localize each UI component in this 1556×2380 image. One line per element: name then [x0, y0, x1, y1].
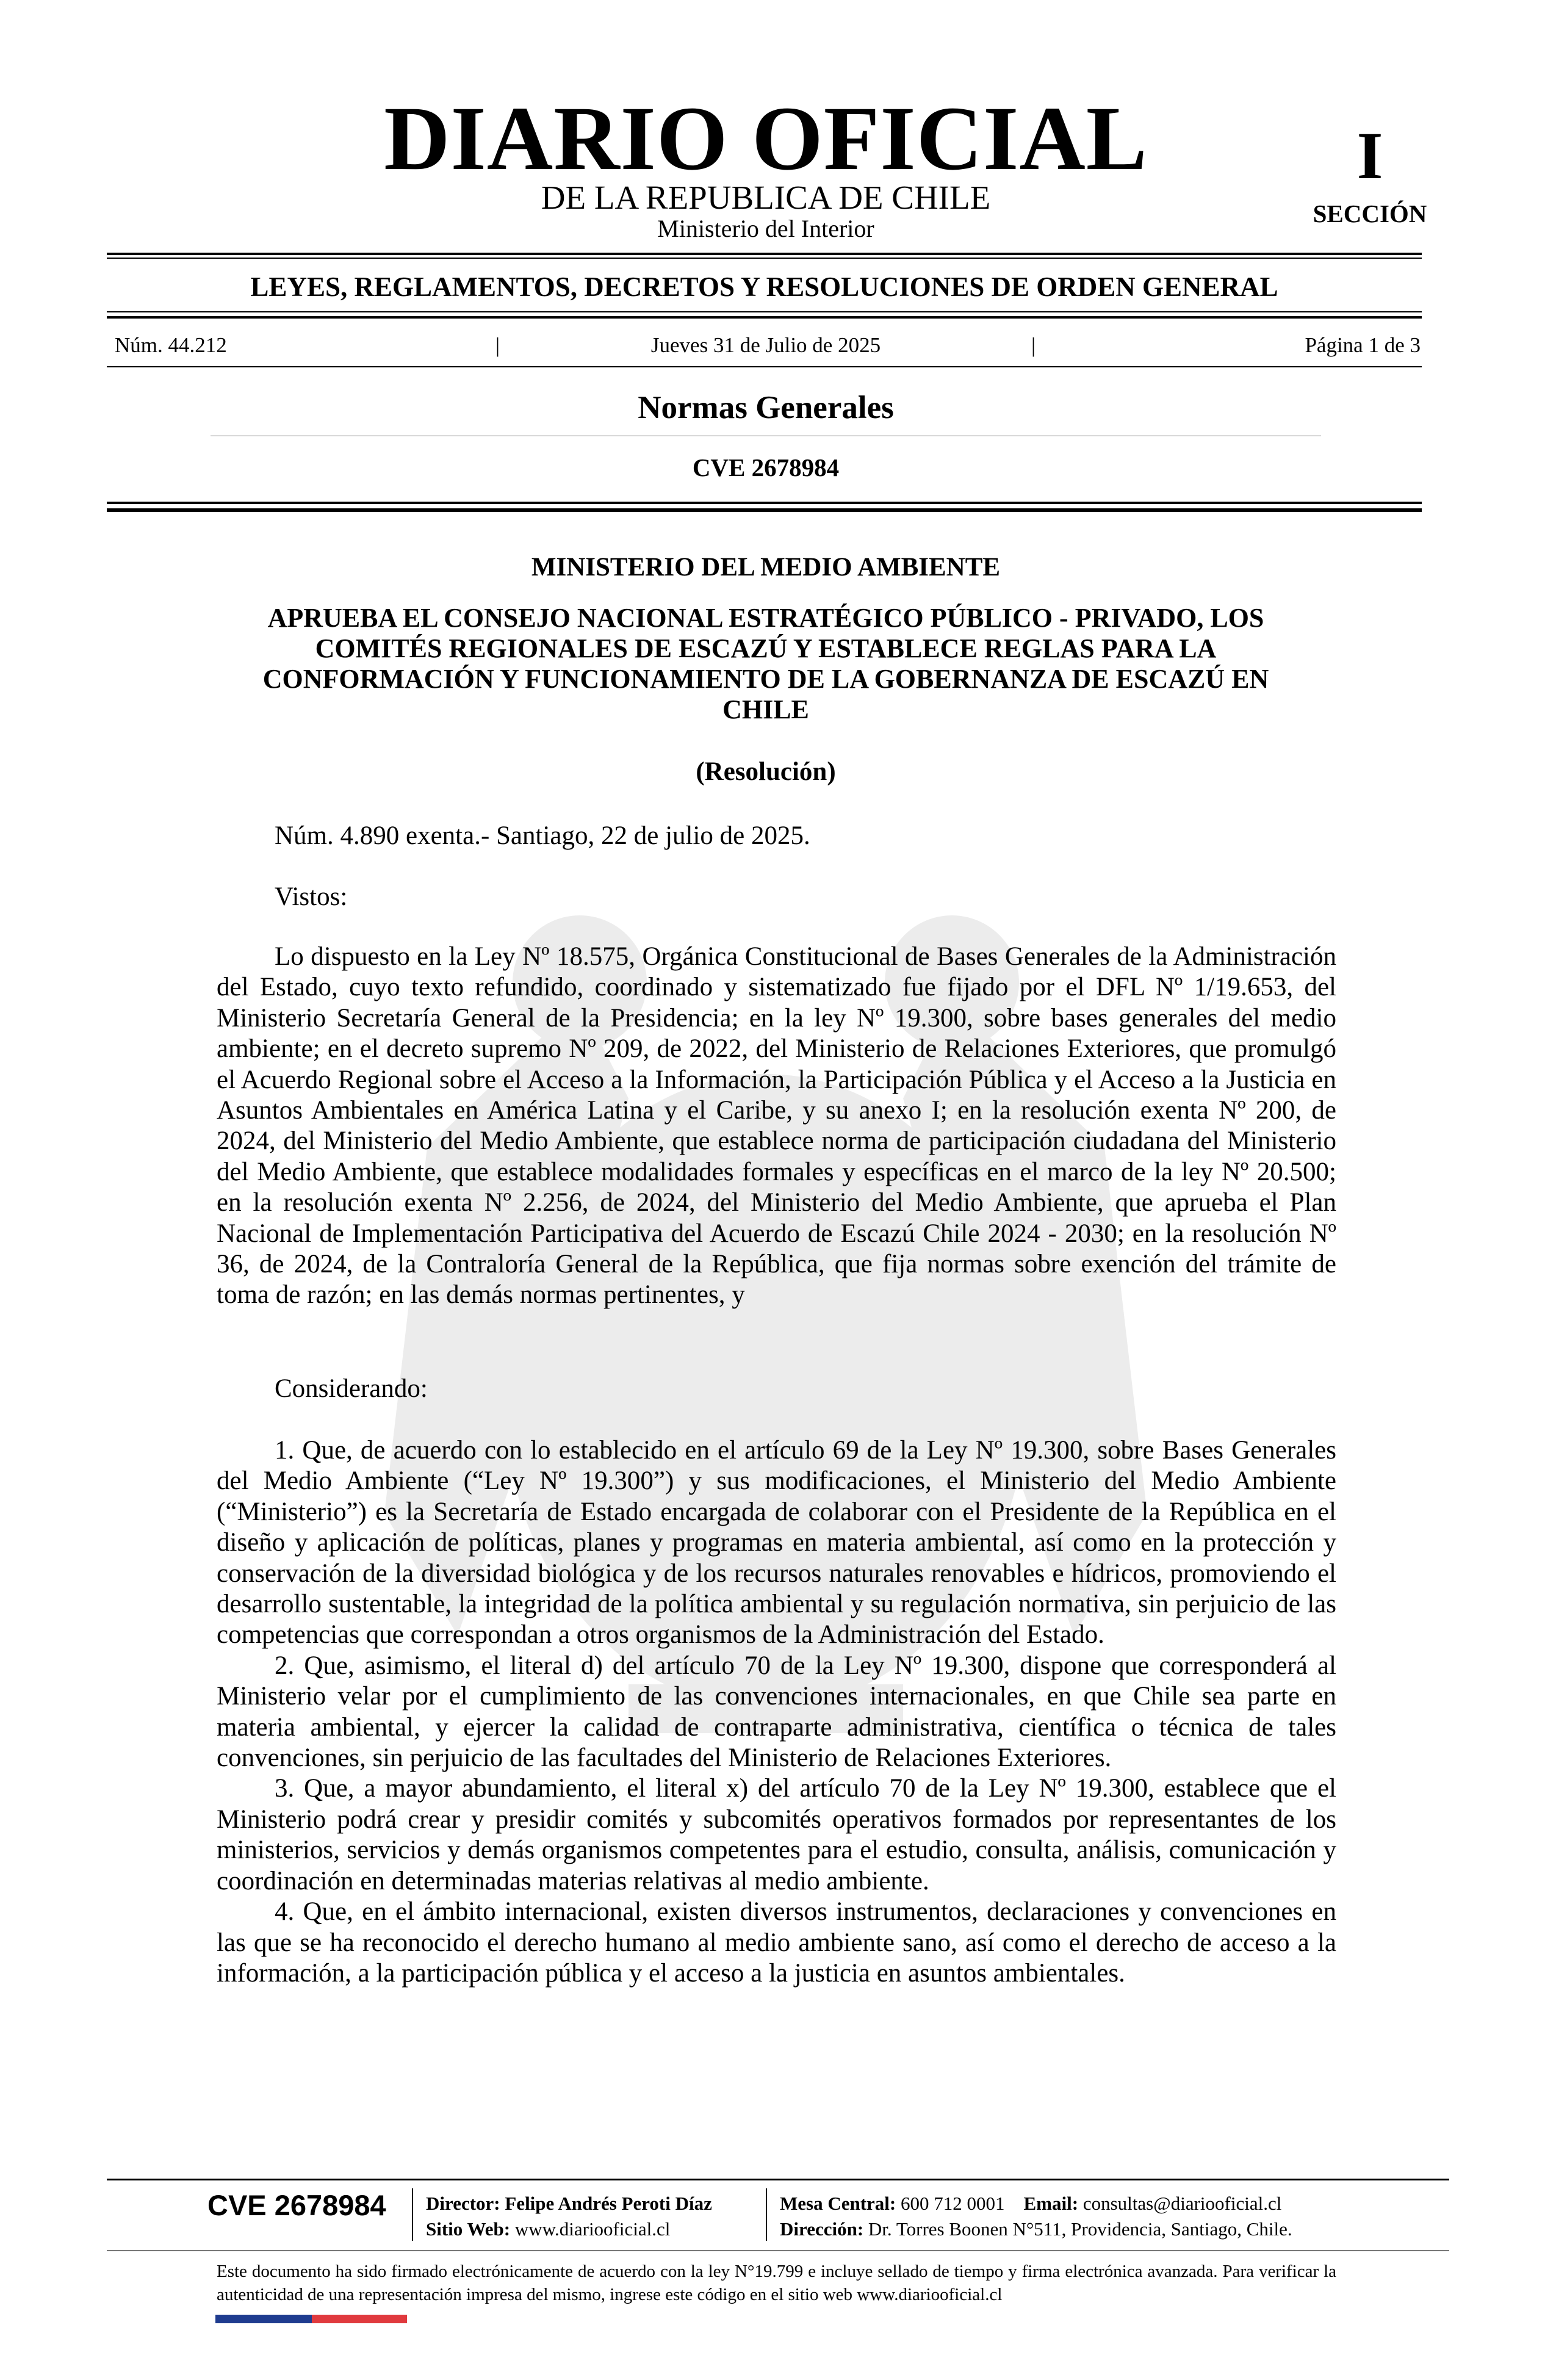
email-label: Email:	[1023, 2193, 1079, 2214]
considerando-paragraph: 3. Que, a mayor abundamiento, el literal x) del artículo 70 de la Ley Nº 19.300, establece que el Ministerio podrá crear y presidir comités y subcomités operativos formados por representantes de los ministerios, servicios y demás organismos competentes para el estudio, consulta, análisis, comunicación y coordinación en determinadas materias relativas al medio ambiente.	[217, 1774, 1336, 1895]
director-label: Director:	[426, 2193, 500, 2214]
masthead-rule-top	[107, 253, 1422, 255]
cve-rule-2	[107, 508, 1422, 512]
cve-rule-1	[107, 502, 1422, 504]
category-rule-1	[107, 311, 1422, 312]
footer-contact-block	[780, 2191, 1292, 2242]
cve-code: CVE 2678984	[692, 453, 840, 481]
vistos-label: Vistos:	[275, 882, 348, 911]
considerando-label: Considerando:	[275, 1374, 428, 1403]
issue-number: Núm. 44.212	[115, 333, 227, 357]
footer-director-block	[426, 2191, 712, 2242]
section-number: I	[1356, 118, 1383, 193]
footer-cve: CVE 2678984	[207, 2189, 386, 2221]
document-title: APRUEBA EL CONSEJO NACIONAL ESTRATÉGICO PÚBLICO - PRIVADO, LOS COMITÉS REGIONALES DE ESCAZÚ Y ESTABLECE REGLAS PARA LA CONFORMACIÓN Y FUNCIONAMIENTO DE LA GOBERNANZA DE ESCAZÚ EN CHILE	[262, 603, 1269, 724]
phone-value: 600 712 0001	[901, 2193, 1005, 2214]
masthead-rule-bottom	[107, 258, 1422, 259]
footer-rule	[107, 2179, 1449, 2180]
site-link[interactable]: www.diariooficial.cl	[514, 2218, 671, 2240]
issue-date: Jueves 31 de Julio de 2025	[650, 333, 881, 357]
issue-separator: |	[1031, 333, 1036, 357]
email-link[interactable]: consultas@diariooficial.cl	[1082, 2193, 1282, 2214]
director-name: Felipe Andrés Peroti Díaz	[505, 2193, 712, 2214]
resolution-number: Núm. 4.890 exenta.- Santiago, 22 de julio de 2025.	[275, 821, 810, 850]
footer-divider	[766, 2188, 767, 2241]
issue-page: Página 1 de 3	[1305, 333, 1421, 357]
footer-legal-notice: Este documento ha sido firmado electrónicamente de acuerdo con la ley N°19.799 e incluye sellado de tiempo y firma electrónica avanzada. Para verificar la autenticidad de una representación impresa del mismo, ingrese este código en el sitio web www.diariooficial.cl	[217, 2262, 1336, 2304]
footer-divider	[412, 2188, 413, 2241]
flag-stripe-red	[312, 2315, 407, 2323]
address-value: Dr. Torres Boonen N°511, Providencia, Santiago, Chile.	[868, 2218, 1292, 2240]
considerando-paragraph: 4. Que, en el ámbito internacional, existen diversos instrumentos, declaraciones y convenciones en las que se ha reconocido el derecho humano al medio ambiente sano, así como el derecho de acceso a la información, a la participación pública y el acceso a la justicia en asuntos ambientales.	[217, 1897, 1336, 1988]
footer-rule-lower	[107, 2250, 1449, 2251]
vistos-paragraph: Lo dispuesto en la Ley Nº 18.575, Orgánica Constitucional de Bases Generales de la Administración del Estado, cuyo texto refundido, coordinado y sistematizado fue fijado por el DFL Nº 1/19.653, del Ministerio Secretaría General de la Presidencia; en la ley Nº 19.300, sobre bases generales del medio ambiente; en el decreto supremo Nº 209, de 2022, del Ministerio de Relaciones Exteriores, que promulgó el Acuerdo Regional sobre el Acceso a la Información, la Participación Pública y el Acceso a la Justicia en Asuntos Ambientales en América Latina y el Caribe, y su anexo I; en la resolución exenta Nº 200, de 2024, del Ministerio del Medio Ambiente, que establece norma de participación ciudadana del Ministerio del Medio Ambiente, que establece modalidades formales y específicas en el marco de la ley Nº 20.500; en la resolución exenta Nº 2.256, de 2024, del Ministerio del Medio Ambiente, que aprueba el Plan Nacional de Implementación Participativa del Acuerdo de Escazú Chile 2024 - 2030; en la resolución Nº 36, de 2024, de la Contraloría General de la República, que fija normas sobre exención del trámite de toma de razón; en las demás normas pertinentes, y	[217, 942, 1336, 1310]
considerandos	[217, 1435, 1336, 1989]
considerando-paragraph: 1. Que, de acuerdo con lo establecido en el artículo 69 de la Ley Nº 19.300, sobre Bases Generales del Medio Ambiente (“Ley Nº 19.300”) y sus modificaciones, el Ministerio del Medio Ambiente (“Ministerio”) es la Secretaría de Estado encargada de colaborar con el Presidente de la República en el diseño y aplicación de políticas, planes y programas en materia ambiental, así como en la protección y conservación de la diversidad biológica y de los recursos naturales renovables e hídricos, promoviendo el desarrollo sustentable, la integridad de la política ambiental y su regulación normativa, sin perjuicio de las competencias que correspondan a otros organismos de la Administración del Estado.	[217, 1436, 1336, 1650]
section-label: SECCIÓN	[1313, 200, 1427, 228]
category-rule-2	[107, 316, 1422, 319]
category-heading: LEYES, REGLAMENTOS, DECRETOS Y RESOLUCIONES DE ORDEN GENERAL	[250, 272, 1278, 302]
masthead-ministry: Ministerio del Interior	[657, 215, 874, 242]
masthead-title: DIARIO OFICIAL	[384, 88, 1148, 189]
considerando-paragraph: 2. Que, asimismo, el literal d) del artículo 70 de la Ley Nº 19.300, dispone que corresponderá al Ministerio velar por el cumplimiento de las convenciones internacionales, en que Chile sea parte en materia ambiental, y ejercer la calidad de contraparte administrativa, científica o técnica de tales convenciones, sin perjuicio de las facultades del Ministerio de Relaciones Exteriores.	[217, 1651, 1336, 1773]
masthead-subtitle: DE LA REPUBLICA DE CHILE	[541, 179, 991, 216]
phone-label: Mesa Central:	[780, 2193, 896, 2214]
normas-rule	[211, 435, 1321, 436]
document-ministry: MINISTERIO DEL MEDIO AMBIENTE	[531, 553, 1001, 582]
section-heading: Normas Generales	[638, 390, 894, 425]
document-type: (Resolución)	[696, 757, 836, 786]
address-label: Dirección:	[780, 2218, 864, 2240]
site-label: Sitio Web:	[426, 2218, 511, 2240]
info-rule	[107, 366, 1422, 367]
issue-separator: |	[495, 333, 500, 357]
flag-stripe-blue	[215, 2315, 312, 2323]
